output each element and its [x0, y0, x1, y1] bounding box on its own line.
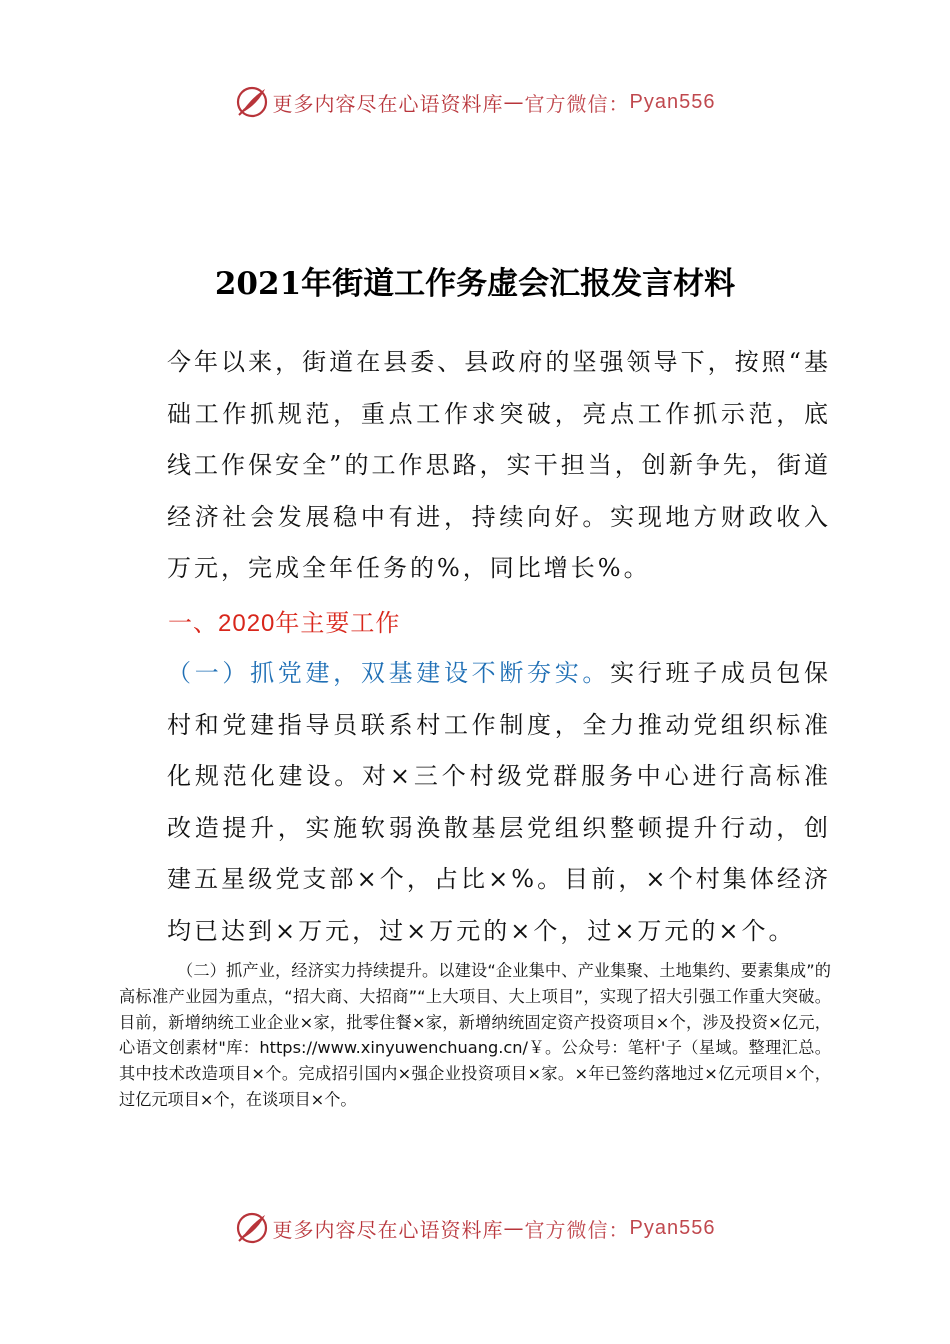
header-watermark: [0, 82, 950, 122]
subsection-heading: （一）抓党建，双基建设不断夯实。: [167, 659, 611, 687]
watermark-text: 更多内容尽在心语资料库: [272, 91, 504, 116]
paragraph-party-building-text: 实行班子成员包保村和党建指导员联系村工作制度，全力推动党组织标准化规范化建设。对×三个村级党群服务中心进行高标准改造提升，实施软弱涣散基层党组织整顿提升行动，创建五星级党支部×个，占比×%。目前，×个村集体经济均已达到×万元，过×万元的×个，过×万元的×个。: [167, 659, 832, 945]
paragraph-intro: [119, 337, 831, 595]
watermark-dash: —: [503, 1216, 525, 1240]
paragraph-party-building-body: [119, 648, 831, 957]
quill-pen-logo-icon: [235, 1211, 269, 1245]
watermark-sub: 官方微信：: [524, 1217, 630, 1242]
watermark-dash: —: [503, 90, 525, 114]
watermark-sub: 官方微信：: [524, 91, 630, 116]
paragraph-party-building: [119, 648, 831, 957]
quill-pen-logo-icon: [235, 85, 269, 119]
paragraph-intro-text: 今年以来，街道在县委、县政府的坚强领导下，按照“基础工作抓规范，重点工作求突破，亮点工作抓示范，底线工作保安全”的工作思路，实干担当，创新争先，街道经济社会发展稳中有进，持续向好。实现地方财政收入万元，完成全年任务的%，同比增长%。: [167, 348, 831, 582]
watermark-id: Pyan556: [629, 1216, 716, 1239]
footer-watermark: [0, 1208, 950, 1248]
watermark-text: 更多内容尽在心语资料库: [272, 1217, 504, 1242]
section-heading: 一、2020年主要工作: [168, 610, 401, 637]
document-title: 2021年街道工作务虚会汇报发言材料: [214, 266, 736, 302]
paragraph-industry: （二）抓产业，经济实力持续提升。以建设“企业集中、产业集聚、土地集约、要素集成”的高标准产业园为重点，“招大商、大招商”“上大项目、大上项目”，实现了招大引强工作重大突破。目前，新增纳统工业企业×家，批零住餐×家，新增纳统固定资产投资项目×个，涉及投资×亿元，心语文创素材"库：https://www.xinyuwenchuang.cn/￥。公众号：笔杆'子（星域。整理汇总。其中技术改造项目×个。完成招引国内×强企业投资项目×家。×年已签约落地过×亿元项目×个，过亿元项目×个，在谈项目×个。: [119, 961, 831, 1109]
watermark-id: Pyan556: [629, 90, 716, 113]
